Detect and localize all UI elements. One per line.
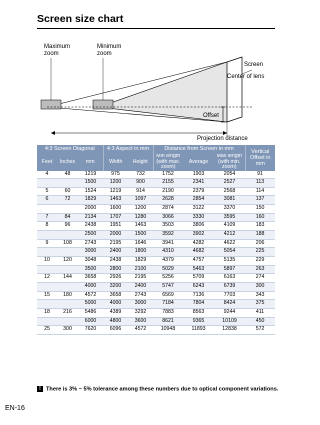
warning-icon: ! — [37, 386, 43, 392]
table-cell: 3503 — [153, 222, 183, 231]
table-cell: 1280 — [128, 213, 153, 222]
screen-size-table — [37, 145, 275, 335]
table-cell: 216 — [57, 309, 78, 318]
table-cell: 3200 — [103, 283, 128, 292]
table-cell — [57, 283, 78, 292]
table-cell: 5029 — [153, 265, 183, 274]
table-cell: 8424 — [214, 300, 245, 309]
table-cell — [57, 231, 78, 240]
table-cell: 3000 — [128, 300, 153, 309]
table-cell: 10948 — [153, 326, 183, 335]
table-cell: 1903 — [183, 171, 214, 179]
projection-diagram-graphic — [37, 30, 275, 145]
table-row — [37, 300, 275, 309]
table-cell: 9365 — [183, 317, 214, 326]
center-of-lens-label: Center of lens — [227, 74, 265, 80]
table-cell: 12 — [37, 274, 57, 283]
table-cell: 375 — [245, 300, 275, 309]
table-row — [37, 196, 275, 205]
table-cell: 9 — [37, 239, 57, 248]
table-cell: 2743 — [78, 239, 103, 248]
table-cell: 7 — [37, 213, 57, 222]
screen-label: Screen — [244, 62, 264, 68]
table-cell: 3122 — [183, 205, 214, 214]
table-cell: 3292 — [128, 309, 153, 318]
table-cell: 2400 — [128, 283, 153, 292]
table-cell: 3595 — [214, 213, 245, 222]
offset-label: Offset — [203, 113, 219, 119]
table-row — [37, 248, 275, 257]
table-cell: 12838 — [214, 326, 245, 335]
table-cell: 1646 — [128, 239, 153, 248]
table-cell: 3066 — [153, 213, 183, 222]
table-cell: 2743 — [128, 291, 153, 300]
screen-icon — [227, 57, 242, 122]
table-cell — [57, 317, 78, 326]
table-cell: 1524 — [78, 187, 103, 196]
table-cell: 2190 — [153, 187, 183, 196]
tolerance-note-text: There is 3% ~ 5% tolerance among these numbers due to optical component variations. — [46, 386, 279, 393]
table-cell — [37, 300, 57, 309]
table-cell: 274 — [245, 274, 275, 283]
table-cell: 1200 — [103, 179, 128, 188]
table-cell: 3941 — [153, 239, 183, 248]
table-cell: 4682 — [183, 248, 214, 257]
table-cell — [37, 205, 57, 214]
table-cell: 96 — [57, 222, 78, 231]
table-row — [37, 274, 275, 283]
table-cell: 4000 — [103, 300, 128, 309]
header-aspect: 4:3 Aspect in mm — [103, 145, 153, 154]
table-cell: 300 — [57, 326, 78, 335]
table-cell: 1500 — [128, 231, 153, 240]
table-cell: 1463 — [128, 222, 153, 231]
table-cell — [57, 205, 78, 214]
table-cell: 8 — [37, 222, 57, 231]
header-min-length: Min length (with max. zoom) — [153, 154, 183, 171]
table-cell: 2054 — [214, 171, 245, 179]
table-cell: 2155 — [153, 179, 183, 188]
table-cell: 3902 — [183, 231, 214, 240]
table-cell: 137 — [245, 196, 275, 205]
table-cell: 4572 — [78, 291, 103, 300]
table-row — [37, 309, 275, 318]
table-cell: 9244 — [214, 309, 245, 318]
table-cell: 7883 — [153, 309, 183, 318]
table-cell: 113 — [245, 179, 275, 188]
table-cell: 450 — [245, 317, 275, 326]
table-cell: 15 — [37, 291, 57, 300]
table-cell — [37, 231, 57, 240]
table-cell: 4 — [37, 171, 57, 179]
table-cell: 572 — [245, 326, 275, 335]
table-cell: 7136 — [183, 291, 214, 300]
table-cell: 6243 — [183, 283, 214, 292]
table-cell: 1752 — [153, 171, 183, 179]
table-cell: 914 — [128, 187, 153, 196]
table-cell: 11893 — [183, 326, 214, 335]
table-cell: 2438 — [78, 222, 103, 231]
table-cell: 6163 — [214, 274, 245, 283]
table-cell: 2134 — [78, 213, 103, 222]
table-cell — [37, 179, 57, 188]
table-cell: 7620 — [78, 326, 103, 335]
table-row — [37, 257, 275, 266]
table-cell: 3658 — [103, 291, 128, 300]
table-row — [37, 239, 275, 248]
table-cell: 10 — [37, 257, 57, 266]
table-cell: 2341 — [183, 179, 214, 188]
table-row — [37, 222, 275, 231]
header-width: Width — [103, 154, 128, 171]
table-cell: 1200 — [128, 205, 153, 214]
table-cell: 2527 — [214, 179, 245, 188]
table-cell: 5463 — [183, 265, 214, 274]
table-cell: 108 — [57, 239, 78, 248]
table-row — [37, 231, 275, 240]
table-cell: 2000 — [78, 205, 103, 214]
table-cell: 160 — [245, 213, 275, 222]
table-cell: 2379 — [183, 187, 214, 196]
table-row — [37, 291, 275, 300]
table-cell: 188 — [245, 231, 275, 240]
header-inches: Inches — [57, 154, 78, 171]
table-cell: 8621 — [153, 317, 183, 326]
table-cell: 6739 — [214, 283, 245, 292]
table-cell: 114 — [245, 187, 275, 196]
table-cell — [57, 248, 78, 257]
table-cell: 2500 — [78, 231, 103, 240]
header-feet: Feet — [37, 154, 57, 171]
table-cell: 120 — [57, 257, 78, 266]
table-row — [37, 187, 275, 196]
table-cell: 1219 — [78, 171, 103, 179]
table-cell: 4379 — [153, 257, 183, 266]
table-cell: 2568 — [214, 187, 245, 196]
table-cell: 183 — [245, 222, 275, 231]
table-row — [37, 205, 275, 214]
table-row — [37, 326, 275, 335]
table-cell: 3592 — [153, 231, 183, 240]
table-cell: 3330 — [183, 213, 214, 222]
table-row — [37, 283, 275, 292]
table-cell: 263 — [245, 265, 275, 274]
table-cell: 4757 — [183, 257, 214, 266]
table-cell: 1829 — [78, 196, 103, 205]
table-cell: 3081 — [214, 196, 245, 205]
table-cell: 5054 — [214, 248, 245, 257]
table-cell: 2400 — [103, 248, 128, 257]
table-cell: 6569 — [153, 291, 183, 300]
header-average: Average — [183, 154, 214, 171]
table-row — [37, 179, 275, 188]
table-cell: 5747 — [153, 283, 183, 292]
table-cell — [37, 317, 57, 326]
table-cell — [57, 179, 78, 188]
table-cell: 6000 — [78, 317, 103, 326]
table-cell: 4572 — [128, 326, 153, 335]
table-cell: 206 — [245, 239, 275, 248]
table-cell: 180 — [57, 291, 78, 300]
min-zoom-projector-icon — [93, 100, 113, 109]
table-cell — [37, 283, 57, 292]
title-divider — [37, 28, 275, 29]
table-row — [37, 171, 275, 179]
table-cell: 2854 — [183, 196, 214, 205]
table-cell: 3500 — [78, 265, 103, 274]
header-mm: mm — [78, 154, 103, 171]
table-cell: 2195 — [103, 239, 128, 248]
table-cell: 7703 — [214, 291, 245, 300]
table-cell: 10109 — [214, 317, 245, 326]
table-cell: 5 — [37, 187, 57, 196]
table-cell: 3000 — [78, 248, 103, 257]
table-cell: 5709 — [183, 274, 214, 283]
table-cell: 2100 — [128, 265, 153, 274]
minimum-zoom-label: Minimum zoom — [97, 44, 122, 57]
table-cell: 1829 — [128, 257, 153, 266]
table-cell: 4389 — [103, 309, 128, 318]
table-cell: 1097 — [128, 196, 153, 205]
table-cell: 4800 — [103, 317, 128, 326]
table-cell: 1951 — [103, 222, 128, 231]
table-cell: 25 — [37, 326, 57, 335]
table-cell — [37, 248, 57, 257]
table-cell: 5897 — [214, 265, 245, 274]
header-height: Height — [128, 154, 153, 171]
table-cell: 18 — [37, 309, 57, 318]
table-cell: 1219 — [103, 187, 128, 196]
table-cell: 2438 — [103, 257, 128, 266]
page-number: EN-16 — [5, 405, 25, 412]
table-cell: 91 — [245, 171, 275, 179]
table-cell: 975 — [103, 171, 128, 179]
table-cell: 60 — [57, 187, 78, 196]
table-cell — [37, 265, 57, 274]
table-cell: 48 — [57, 171, 78, 179]
header-distance: Distance from Screen in mm — [153, 145, 245, 154]
table-cell: 4212 — [214, 231, 245, 240]
table-cell: 150 — [245, 205, 275, 214]
table-cell: 300 — [245, 283, 275, 292]
max-zoom-projector-icon — [41, 100, 61, 109]
table-cell: 1500 — [78, 179, 103, 188]
table-cell: 144 — [57, 274, 78, 283]
table-cell: 4282 — [183, 239, 214, 248]
tolerance-note — [37, 386, 278, 392]
table-cell: 4109 — [214, 222, 245, 231]
table-cell: 4622 — [214, 239, 245, 248]
header-vertical-offset: Vertical Offset in mm — [245, 145, 275, 171]
table-cell: 229 — [245, 257, 275, 266]
projection-distance-label: Projection distance — [197, 136, 248, 142]
table-cell: 8563 — [183, 309, 214, 318]
table-cell: 4000 — [78, 283, 103, 292]
table-cell: 2628 — [153, 196, 183, 205]
table-cell: 2800 — [103, 265, 128, 274]
table-cell: 6096 — [103, 326, 128, 335]
maximum-zoom-label: Maximum zoom — [44, 44, 71, 57]
table-cell: 411 — [245, 309, 275, 318]
table-cell: 3600 — [128, 317, 153, 326]
table-cell: 2000 — [103, 231, 128, 240]
table-cell: 225 — [245, 248, 275, 257]
table-row — [37, 213, 275, 222]
table-cell: 1600 — [103, 205, 128, 214]
table-cell — [57, 300, 78, 309]
table-cell: 1707 — [103, 213, 128, 222]
table-cell: 343 — [245, 291, 275, 300]
table-row — [37, 317, 275, 326]
table-cell: 2195 — [128, 274, 153, 283]
table-cell — [57, 265, 78, 274]
table-cell: 3048 — [78, 257, 103, 266]
table-cell: 72 — [57, 196, 78, 205]
table-cell: 900 — [128, 179, 153, 188]
table-cell: 5000 — [78, 300, 103, 309]
table-cell: 6 — [37, 196, 57, 205]
table-cell: 2874 — [153, 205, 183, 214]
table-cell: 3806 — [183, 222, 214, 231]
table-cell: 5256 — [153, 274, 183, 283]
table-cell: 84 — [57, 213, 78, 222]
table-cell: 1463 — [103, 196, 128, 205]
table-row — [37, 265, 275, 274]
table-cell: 732 — [128, 171, 153, 179]
table-cell: 7184 — [153, 300, 183, 309]
table-cell: 5486 — [78, 309, 103, 318]
table-cell: 1800 — [128, 248, 153, 257]
table-cell: 5135 — [214, 257, 245, 266]
header-max-length: Max length (with min. zoom) — [214, 154, 245, 171]
page-title: Screen size chart — [37, 13, 124, 25]
table-cell: 4310 — [153, 248, 183, 257]
header-screen-diagonal: 4:3 Screen Diagonal — [37, 145, 103, 154]
table-cell: 3370 — [214, 205, 245, 214]
projection-diagram — [37, 30, 275, 145]
table-cell: 3658 — [78, 274, 103, 283]
table-cell: 7804 — [183, 300, 214, 309]
table-cell: 2926 — [103, 274, 128, 283]
